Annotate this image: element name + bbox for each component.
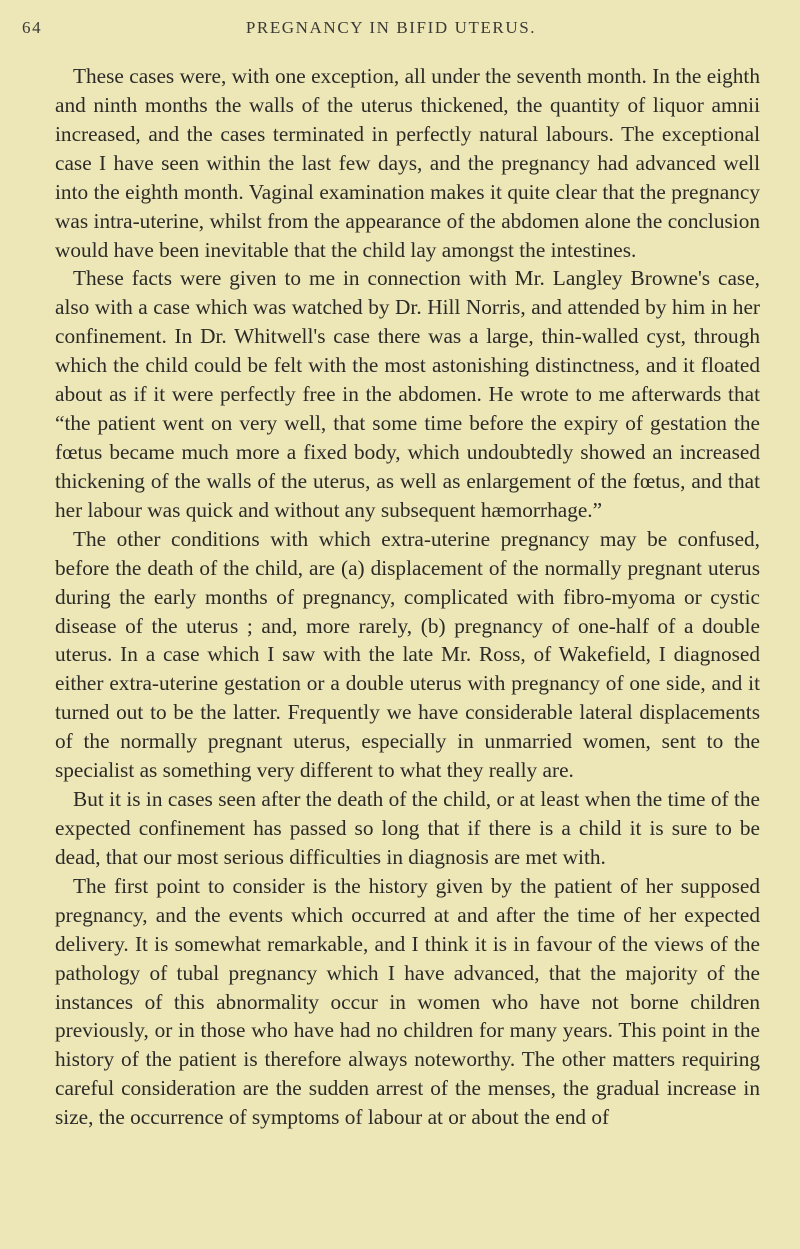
- paragraph: The other conditions with which extra-uterine pregnancy may be confused, before the death of the child, are (a) displacement of the normally pregnant uterus during the early months of pregnancy, complicated with fibro-myoma or cystic disease of the uterus ; and, more rarely, (b) pregnancy of one-half of a double uterus. In a case which I saw with the late Mr. Ross, of Wakefield, I diagnosed either extra-uterine gestation or a double uterus with pregnancy of one side, and it turned out to be the latter. Frequently we have considerable lateral displacements of the normally pregnant uterus, especially in unmarried women, sent to the specialist as something very different to what they really are.: [55, 526, 760, 783]
- page-header: [22, 18, 760, 42]
- paragraph: These facts were given to me in connection with Mr. Langley Browne's case, also with a case which was watched by Dr. Hill Norris, and attended by him in her confinement. In Dr. Whitwell's case there was a large, thin-walled cyst, through which the child could be felt with the most astonishing distinctness, and it floated about as if it were perfectly free in the abdomen. He wrote to me afterwards that “the patient went on very well, that some time before the expiry of gestation the fœtus became much more a fixed body, which undoubtedly showed an increased thickening of the walls of the uterus, as well as enlargement of the fœtus, and that her labour was quick and without any subsequent hæmorrhage.”: [55, 266, 760, 522]
- paragraph: But it is in cases seen after the death of the child, or at least when the time of the expected confinement has passed so long that if there is a child it is sure to be dead, that our most serious difficulties in diagnosis are met with.: [55, 787, 760, 869]
- running-title: PREGNANCY IN BIFID UTERUS.: [245, 18, 537, 37]
- body-text: [55, 62, 760, 1132]
- page-number: 64: [22, 18, 43, 37]
- paragraph: The first point to consider is the history given by the patient of her supposed pregnancy, and the events which occurred at and after the time of her expected delivery. It is somewhat remarkable, and I think it is in favour of the views of the pathology of tubal pregnancy which I have advanced, that the majority of the instances of this abnormality occur in women who have not borne children previously, or in those who have had no children for many years. This point in the history of the patient is therefore always noteworthy. The other matters requiring careful consideration are the sudden arrest of the menses, the gradual increase in size, the occurrence of symptoms of labour at or about the end of: [55, 873, 760, 1130]
- paragraph: These cases were, with one exception, all under the seventh month. In the eighth and ninth months the walls of the uterus thickened, the quantity of liquor amnii increased, and the cases terminated in perfectly natural labours. The exceptional case I have seen within the last few days, and the pregnancy had advanced well into the eighth month. Vaginal examination makes it quite clear that the pregnancy was intra-uterine, whilst from the appearance of the abdomen alone the conclusion would have been inevitable that the child lay amongst the intestines.: [55, 64, 760, 262]
